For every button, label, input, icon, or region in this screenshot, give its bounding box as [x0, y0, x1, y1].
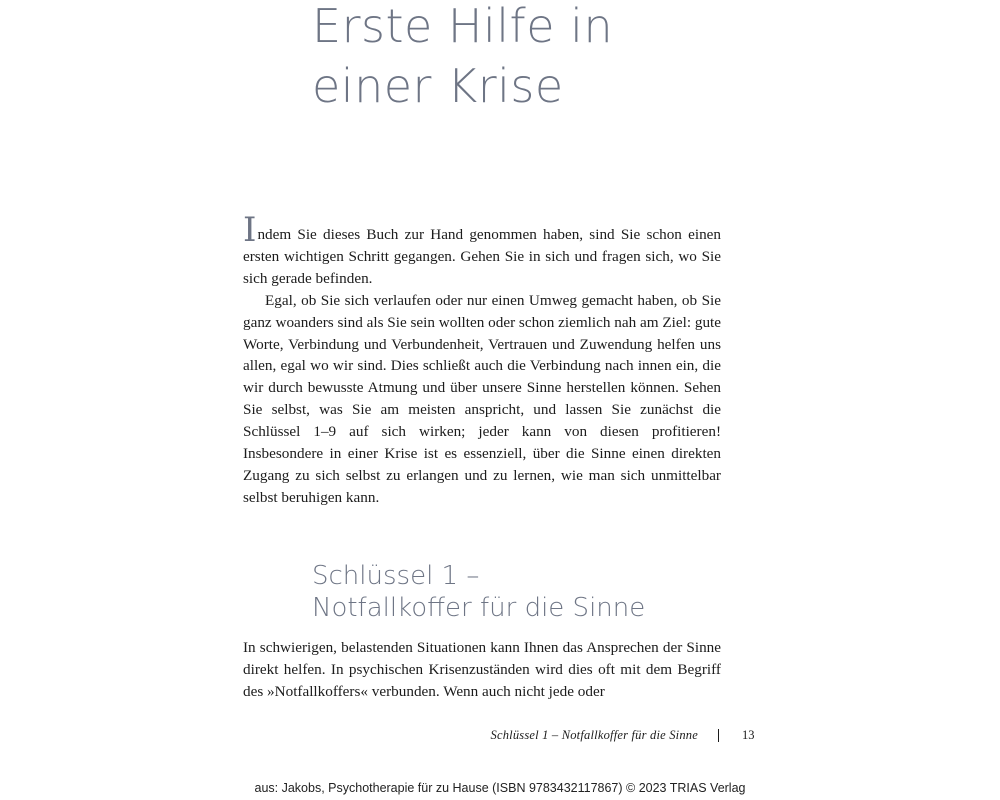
- drop-cap: I: [243, 210, 257, 250]
- section-paragraph: In schwierigen, belastenden Situationen kann Ihnen das Ansprechen der Sinne direkt helfen. In psychischen Krisenzuständen wird dies oft mit dem Begriff des »Notfallkoffers« verbunden. Wenn auch nicht jede oder: [243, 639, 721, 700]
- chapter-title-line-2: einer Krise: [312, 59, 564, 113]
- source-citation: aus: Jakobs, Psychotherapie für zu Hause (ISBN 9783432117867) © 2023 TRIAS Verlag: [254, 781, 746, 795]
- page-number: 13: [742, 728, 755, 742]
- intro-text: [243, 210, 721, 509]
- footer-running-title: Schlüssel 1 – Notfallkoffer für die Sinne: [490, 728, 698, 742]
- chapter-title-line-1: Erste Hilfe in: [312, 0, 614, 53]
- section-body: [243, 637, 721, 703]
- section-title: [312, 560, 645, 624]
- section-title-line-1: Schlüssel 1 –: [312, 561, 480, 591]
- footer-separator: [718, 729, 719, 742]
- running-footer: [400, 728, 760, 746]
- intro-paragraph-2: Egal, ob Sie sich verlaufen oder nur einen Umweg gemacht haben, ob Sie ganz woanders sind als Sie sein wollten oder schon ziemlich nah am Ziel: gute Worte, Verbindung und Verbundenheit, Vertrauen und Zuwendung helfen uns allen, egal wo wir sind. Dies schließt auch die Verbindung nach innen ein, die wir durch bewusste Atmung und über unsere Sinne herstellen können. Sehen Sie selbst, was Sie am meisten anspricht, und lassen Sie zunächst die Schlüssel 1–9 auf sich wirken; jeder kann von diesen profitieren! Insbesondere in einer Krise ist es essenziell, über die Sinne einen direkten Zugang zu sich selbst zu erlangen und zu lernen, wie man sich unmittelbar selbst beruhigen kann.: [243, 291, 721, 506]
- intro-paragraph-1-text: ndem Sie dieses Buch zur Hand genommen haben, sind Sie schon einen ersten wichtigen Schritt gegangen. Gehen Sie in sich und fragen sich, wo Sie sich gerade befinden.: [243, 226, 721, 287]
- intro-paragraph-1: [243, 210, 721, 290]
- section-title-line-2: Notfallkoffer für die Sinne: [312, 593, 646, 623]
